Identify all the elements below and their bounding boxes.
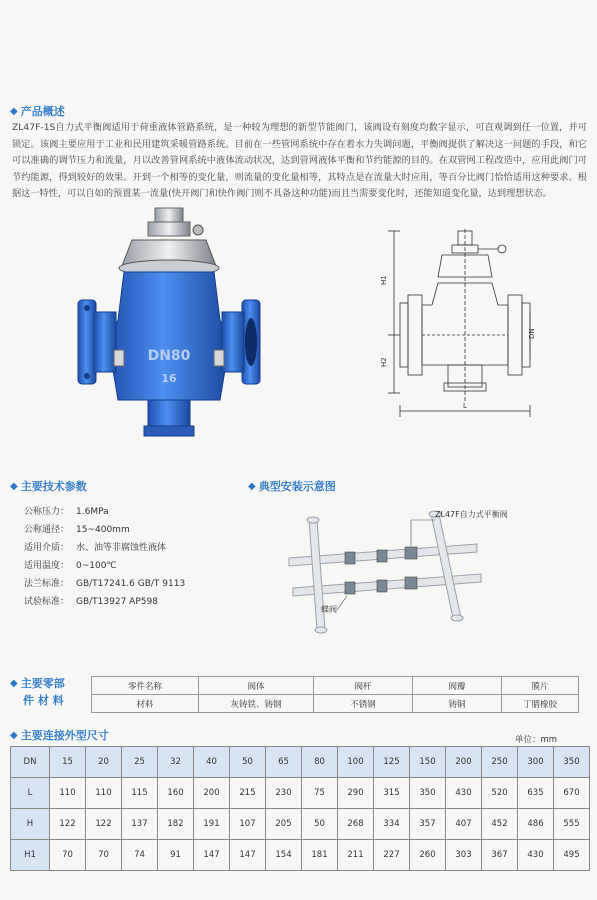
table-cell: 灰铸铁、铸钢	[199, 695, 314, 713]
table-cell: 250	[482, 747, 518, 778]
table-row	[11, 778, 590, 809]
table-cell: 555	[554, 809, 590, 840]
spec-value: GB/T17241.6 GB/T 9113	[76, 579, 186, 589]
spec-value: 水、油等非腐蚀性液体	[76, 543, 167, 553]
diamond-bullet-icon: ◆	[10, 677, 18, 689]
table-cell: 80	[302, 747, 338, 778]
table-cell: 150	[410, 747, 446, 778]
table-cell: 32	[158, 747, 194, 778]
table-cell: 315	[374, 778, 410, 809]
spec-value: 1.6MPa	[76, 507, 109, 517]
table-cell: 65	[266, 747, 302, 778]
table-row	[92, 695, 579, 713]
h1-dimension-label: H1	[380, 275, 388, 285]
installation-diagram	[285, 500, 508, 635]
table-cell: 486	[518, 809, 554, 840]
spec-key: 公称通径：	[24, 525, 70, 535]
table-cell: 430	[518, 840, 554, 871]
table-cell: 200	[194, 778, 230, 809]
table-cell: 430	[446, 778, 482, 809]
table-cell: 181	[302, 840, 338, 871]
table-cell: 334	[374, 809, 410, 840]
table-cell: 230	[266, 778, 302, 809]
specs-title-text: 主要技术参数	[20, 480, 87, 493]
table-cell: 107	[230, 809, 266, 840]
table-cell: 91	[158, 840, 194, 871]
table-cell: 50	[230, 747, 266, 778]
spec-key: 试验标准：	[24, 597, 70, 607]
spec-row	[24, 539, 185, 557]
specs-section-title	[10, 478, 87, 494]
table-cell: 407	[446, 809, 482, 840]
spec-row	[24, 521, 185, 539]
spec-value: GB/T13927 AP598	[76, 597, 158, 607]
table-cell: 50	[302, 809, 338, 840]
dimensions-table	[10, 746, 590, 871]
spec-row	[24, 557, 185, 575]
table-cell: 154	[266, 840, 302, 871]
table-cell: 205	[266, 809, 302, 840]
table-row	[11, 840, 590, 871]
table-cell: 211	[338, 840, 374, 871]
table-row	[92, 677, 579, 695]
table-cell: 160	[158, 778, 194, 809]
specs-list	[24, 503, 185, 611]
table-cell: 191	[194, 809, 230, 840]
parts-materials-table	[91, 676, 579, 713]
table-cell: 阀瓣	[413, 677, 502, 695]
table-cell: 40	[194, 747, 230, 778]
table-cell: 367	[482, 840, 518, 871]
parts-title-line2: 件 材 料	[23, 694, 64, 707]
row-header-cell: H1	[11, 840, 50, 871]
table-cell: 137	[122, 809, 158, 840]
table-cell: 520	[482, 778, 518, 809]
table-cell: 350	[410, 778, 446, 809]
table-cell: 290	[338, 778, 374, 809]
table-cell: 25	[122, 747, 158, 778]
table-cell: 260	[410, 840, 446, 871]
table-cell: 300	[518, 747, 554, 778]
dn-dimension-label: DN	[528, 328, 536, 339]
install-title-text: 典型安装示意图	[258, 480, 336, 493]
row-header-cell: L	[11, 778, 50, 809]
spec-key: 公称压力：	[24, 507, 70, 517]
table-cell: 670	[554, 778, 590, 809]
valve-dimension-drawing	[380, 225, 540, 425]
table-cell: 303	[446, 840, 482, 871]
table-cell: 357	[410, 809, 446, 840]
diamond-bullet-icon: ◆	[10, 480, 18, 492]
spec-row	[24, 593, 185, 611]
table-cell: 不锈钢	[314, 695, 413, 713]
valve-product-photo	[70, 200, 270, 450]
spec-key: 适用温度：	[24, 561, 70, 571]
table-cell: 零件名称	[92, 677, 199, 695]
h2-dimension-label: H2	[380, 357, 388, 367]
unit-label: 单位：mm	[515, 735, 558, 745]
table-cell: 材料	[92, 695, 199, 713]
label-butterfly-valve: 蝶阀	[321, 605, 337, 614]
table-cell: 200	[446, 747, 482, 778]
overview-title-text: 产品概述	[20, 105, 65, 118]
table-cell: 75	[302, 778, 338, 809]
table-cell: 122	[50, 809, 86, 840]
spec-key: 适用介质：	[24, 543, 70, 553]
table-cell: 膜片	[502, 677, 579, 695]
spec-row	[24, 503, 185, 521]
install-section-title	[248, 478, 336, 494]
table-cell: 70	[86, 840, 122, 871]
dims-title-text: 主要连接外型尺寸	[20, 729, 109, 742]
table-row	[11, 809, 590, 840]
table-cell: 阀体	[199, 677, 314, 695]
table-cell: 100	[338, 747, 374, 778]
table-cell: 215	[230, 778, 266, 809]
parts-section-title	[10, 675, 65, 708]
table-row	[11, 747, 590, 778]
table-cell: 635	[518, 778, 554, 809]
table-cell: 15	[50, 747, 86, 778]
spec-row	[24, 575, 185, 593]
spec-value: 15~400mm	[76, 525, 130, 535]
table-cell: 铸铜	[413, 695, 502, 713]
table-cell: 147	[230, 840, 266, 871]
spec-key: 法兰标准：	[24, 579, 70, 589]
label-balance-valve: ZL47F自力式平衡阀	[435, 510, 508, 519]
table-cell: 阀杆	[314, 677, 413, 695]
table-cell: 110	[50, 778, 86, 809]
dims-section-title	[10, 727, 109, 743]
table-cell: 227	[374, 840, 410, 871]
spec-value: 0~100℃	[76, 561, 117, 571]
pn-cast-label: 16	[161, 372, 177, 385]
l-dimension-label: L	[463, 402, 467, 410]
diamond-bullet-icon: ◆	[10, 729, 18, 741]
table-cell: 350	[554, 747, 590, 778]
table-cell: 115	[122, 778, 158, 809]
table-cell: 丁腈橡胶	[502, 695, 579, 713]
table-cell: 268	[338, 809, 374, 840]
table-cell: 122	[86, 809, 122, 840]
table-cell: 147	[194, 840, 230, 871]
table-cell: 20	[86, 747, 122, 778]
row-header-cell: H	[11, 809, 50, 840]
table-cell: 125	[374, 747, 410, 778]
diamond-bullet-icon: ◆	[248, 480, 256, 492]
overview-section-title	[10, 103, 65, 119]
table-cell: 452	[482, 809, 518, 840]
row-header-cell: DN	[11, 747, 50, 778]
table-cell: 74	[122, 840, 158, 871]
table-cell: 70	[50, 840, 86, 871]
diamond-bullet-icon: ◆	[10, 105, 18, 117]
table-cell: 182	[158, 809, 194, 840]
table-cell: 110	[86, 778, 122, 809]
parts-title-line1: 主要零部	[20, 677, 65, 690]
table-cell: 495	[554, 840, 590, 871]
dn-cast-label: DN80	[147, 348, 191, 364]
overview-paragraph: ZL47F-1S自力式平衡阀适用于荷重液体管路系统，是一种较为理想的新型节能阀门，该阀设有刻度均数字显示，可直观调到任一位置，并可锁定。该阀主要应用于工业和民用建筑采暖管路系统。目前在一些管网系统中存在着水力失调问题，平衡阀提供了解决这一问题的手段，和它可以准确的调节压力和流量，月以改善管网系统中液体流动状况，达到管网液体平衡和节约能源的目的。在双管网工程改造中，应用此阀门可节约能源，得到较好的效果。开到一个相等的变化量，则流量的变化量相等，其特点是在流量大时应用，等百分比阀门恰恰适用这种要求。根据这一特性，可以自如的预置某一流量(快开阀门和快作阀门则不具备这种功能)而且当需要变化时，还能知道变化量，达到理想状态。	[12, 122, 587, 199]
